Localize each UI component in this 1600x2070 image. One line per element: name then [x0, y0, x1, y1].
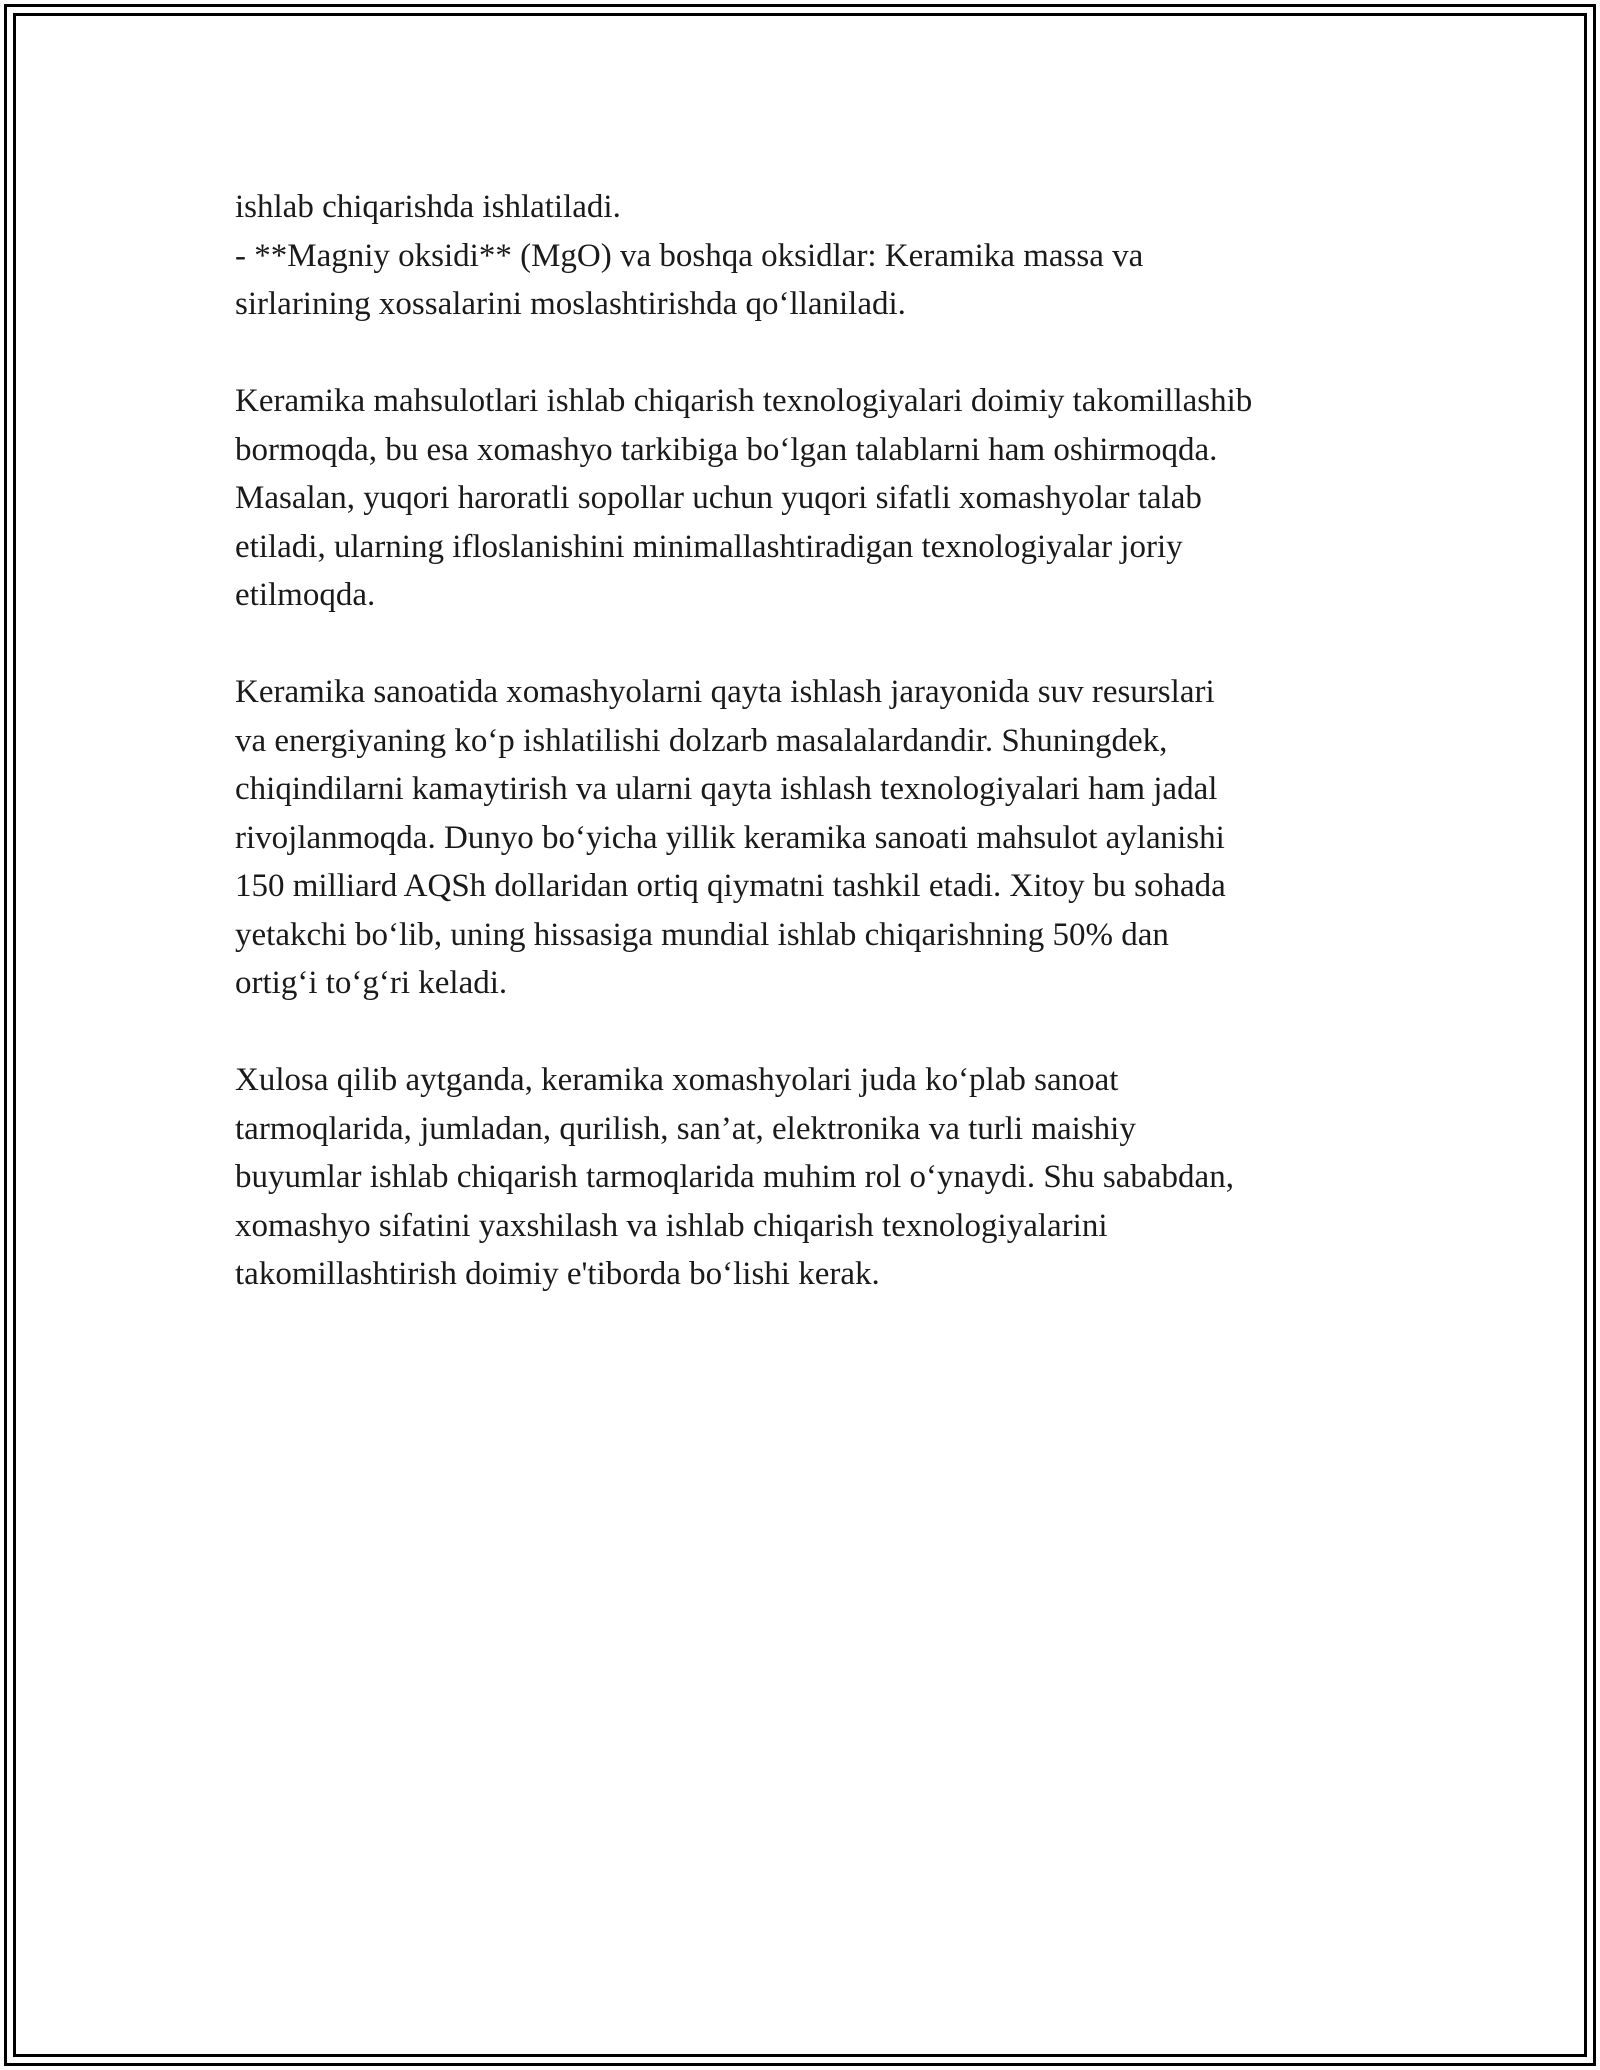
text-line: xomashyo sifatini yaxshilash va ishlab chiqarish texnologiyalarini: [235, 1207, 1108, 1244]
text-line: Keramika mahsulotlari ishlab chiqarish texnologiyalari doimiy takomillashib: [235, 383, 1253, 419]
document-body: [235, 183, 1415, 1347]
text-line: ortig‘i to‘g‘ri keladi.: [235, 965, 508, 1001]
text-line: 150 milliard AQSh dollaridan ortiq qiymatni tashkil etadi. Xitoy bu sohada: [235, 868, 1226, 904]
text-line: yetakchi bo‘lib, uning hissasiga mundial ishlab chiqarishning 50% dan: [235, 916, 1169, 953]
text-line: etiladi, ularning ifloslanishini minimallashtiradigan texnologiyalar joriy: [235, 528, 1183, 565]
text-line: Masalan, yuqori haroratli sopollar uchun yuqori sifatli xomashyolar talab: [235, 480, 1202, 516]
text-line: Xulosa qilib aytganda, keramika xomashyolari juda ko‘plab sanoat: [235, 1062, 1119, 1098]
paragraph-industry: [235, 668, 1415, 1008]
paragraph-technology: [235, 377, 1415, 620]
text-line: chiqindilarni kamaytirish va ularni qayta ishlash texnologiyalari ham jadal: [235, 771, 1218, 807]
paragraph-conclusion: [235, 1056, 1415, 1299]
text-line: va energiyaning ko‘p ishlatilishi dolzarb masalalardandir. Shuningdek,: [235, 722, 1168, 759]
text-line: Keramika sanoatida xomashyolarni qayta ishlash jarayonida suv resurslari: [235, 674, 1215, 710]
text-line: - **Magniy oksidi** (MgO) va boshqa oksidlar: Keramika massa va: [235, 237, 1144, 274]
text-line: takomillashtirish doimiy e'tiborda bo‘lishi kerak.: [235, 1256, 880, 1292]
text-line: bormoqda, bu esa xomashyo tarkibiga bo‘lgan talablarni ham oshirmoqda.: [235, 431, 1218, 468]
text-line: etilmoqda.: [235, 577, 376, 613]
text-line: ishlab chiqarishda ishlatiladi.: [235, 189, 621, 225]
text-line: sirlarining xossalarini moslashtirishda qo‘llaniladi.: [235, 286, 906, 322]
text-line: rivojlanmoqda. Dunyo bo‘yicha yillik keramika sanoati mahsulot aylanishi: [235, 819, 1225, 856]
text-line: tarmoqlarida, jumladan, qurilish, san’at, elektronika va turli maishiy: [235, 1110, 1136, 1147]
text-line: buyumlar ishlab chiqarish tarmoqlarida muhim rol o‘ynaydi. Shu sababdan,: [235, 1159, 1234, 1195]
paragraph-oxides: [235, 183, 1415, 329]
